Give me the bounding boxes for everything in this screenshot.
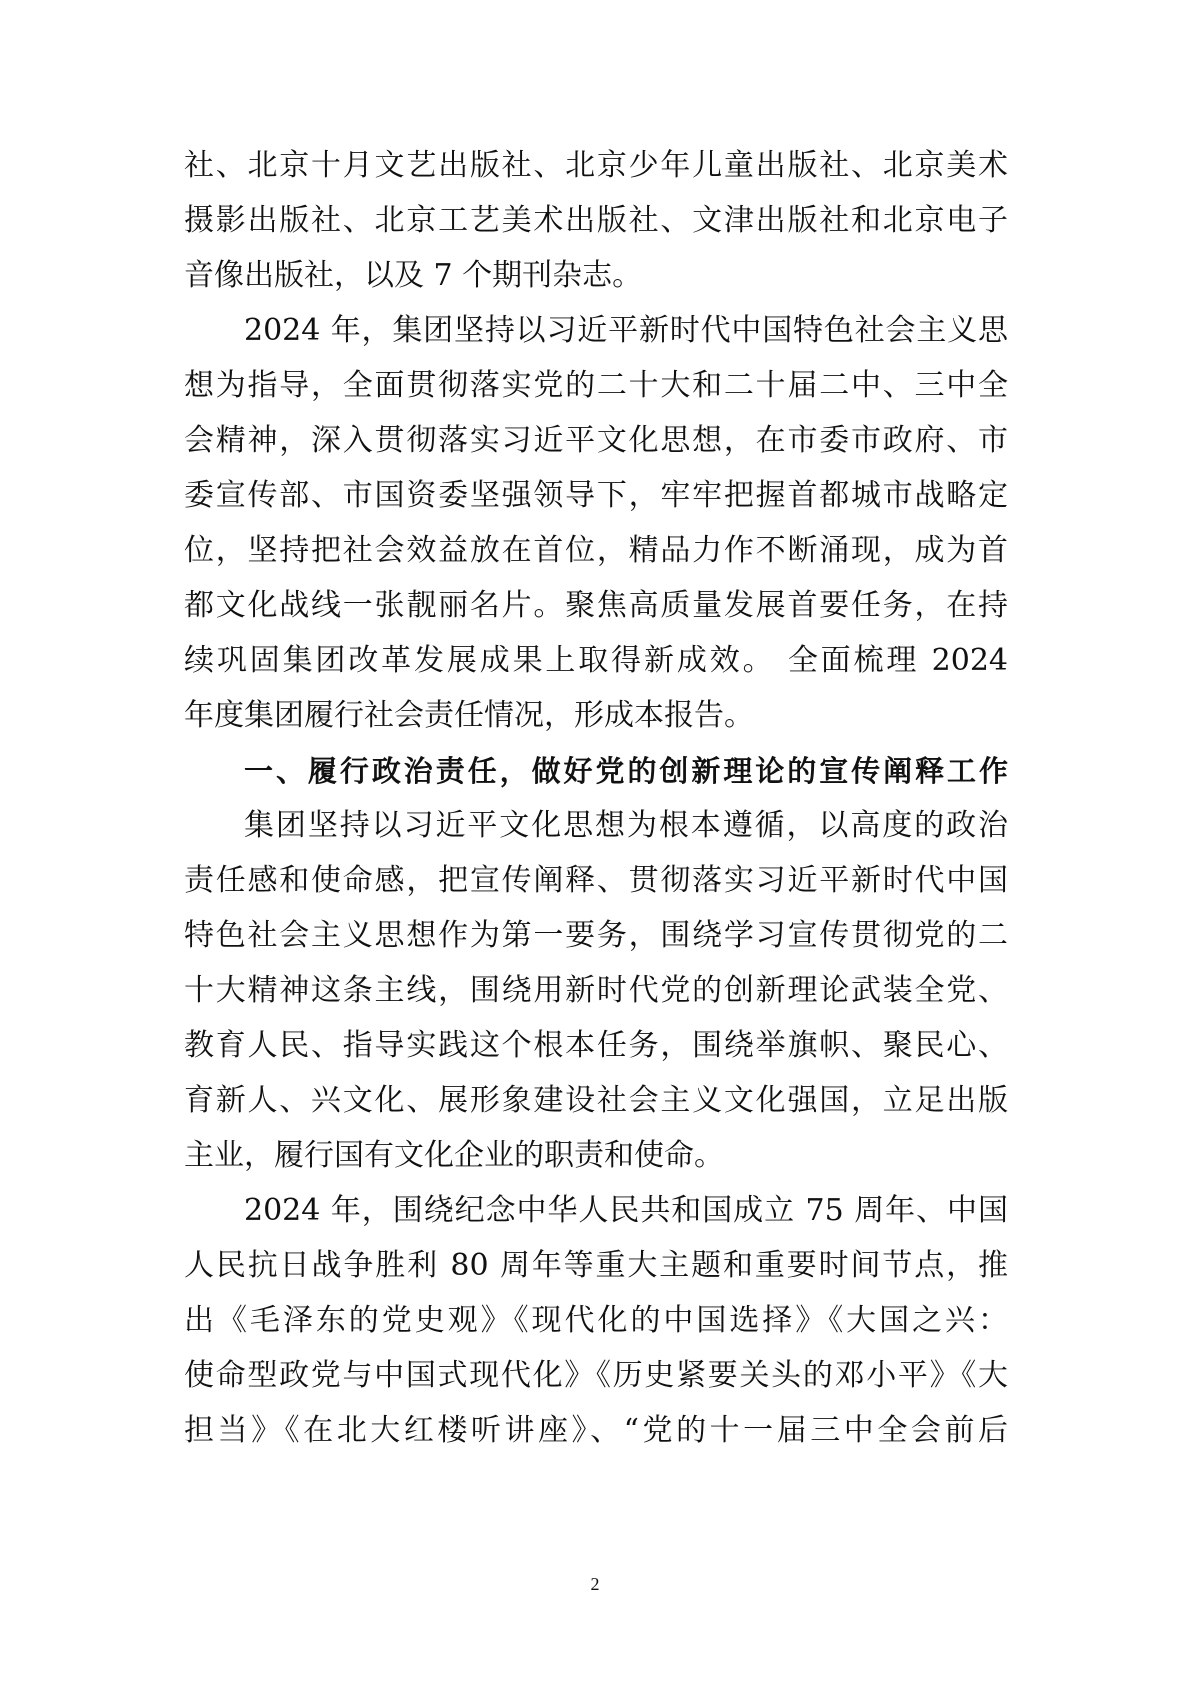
text-line: 主业，履行国有文化企业的职责和使命。: [184, 1138, 724, 1173]
text-line: 集团坚持以习近平文化思想为根本遵循，以高度的政治: [244, 808, 1008, 843]
text-line: 委宣传部、市国资委坚强领导下，牢牢把握首都城市战略定: [184, 478, 1008, 513]
text-line: 出《毛泽东的党史观》《现代化的中国选择》《大国之兴：: [184, 1303, 1008, 1338]
text-line: 位，坚持把社会效益放在首位，精品力作不断涌现，成为首: [184, 533, 1008, 568]
text-line: 责任感和使命感，把宣传阐释、贯彻落实习近平新时代中国: [184, 863, 1008, 898]
text-line: 2024 年，围绕纪念中华人民共和国成立 75 周年、中国: [244, 1193, 1008, 1228]
text-line: 想为指导，全面贯彻落实党的二十大和二十届二中、三中全: [184, 368, 1008, 403]
text-line: 音像出版社，以及 7 个期刊杂志。: [184, 258, 643, 293]
text-line: 育新人、兴文化、展形象建设社会主义文化强国，立足出版: [184, 1083, 1008, 1118]
text-line: 都文化战线一张靓丽名片。聚焦高质量发展首要任务，在持: [184, 588, 1008, 623]
text-line: 特色社会主义思想作为第一要务，围绕学习宣传贯彻党的二: [184, 918, 1008, 953]
text-line: 使命型政党与中国式现代化》《历史紧要关头的邓小平》《大: [184, 1358, 1008, 1393]
text-line: 摄影出版社、北京工艺美术出版社、文津出版社和北京电子: [184, 203, 1008, 238]
text-line: 社、北京十月文艺出版社、北京少年儿童出版社、北京美术: [184, 148, 1008, 183]
text-line: 担当》《在北大红楼听讲座》、“党的十一届三中全会前后: [184, 1413, 1008, 1448]
text-line: 会精神，深入贯彻落实习近平文化思想，在市委市政府、市: [184, 423, 1008, 458]
text-line: 续巩固集团改革发展成果上取得新成效。 全面梳理 2024: [184, 643, 1008, 678]
section-heading: 一、履行政治责任，做好党的创新理论的宣传阐释工作: [244, 754, 1008, 788]
text-line: 人民抗日战争胜利 80 周年等重大主题和重要时间节点，推: [184, 1248, 1008, 1283]
text-line: 十大精神这条主线，围绕用新时代党的创新理论武装全党、: [184, 973, 1008, 1008]
text-line: 教育人民、指导实践这个根本任务，围绕举旗帜、聚民心、: [184, 1028, 1008, 1063]
text-line: 年度集团履行社会责任情况，形成本报告。: [184, 698, 754, 733]
text-line: 2024 年，集团坚持以习近平新时代中国特色社会主义思: [244, 313, 1008, 348]
page-number: 2: [590, 1574, 600, 1594]
